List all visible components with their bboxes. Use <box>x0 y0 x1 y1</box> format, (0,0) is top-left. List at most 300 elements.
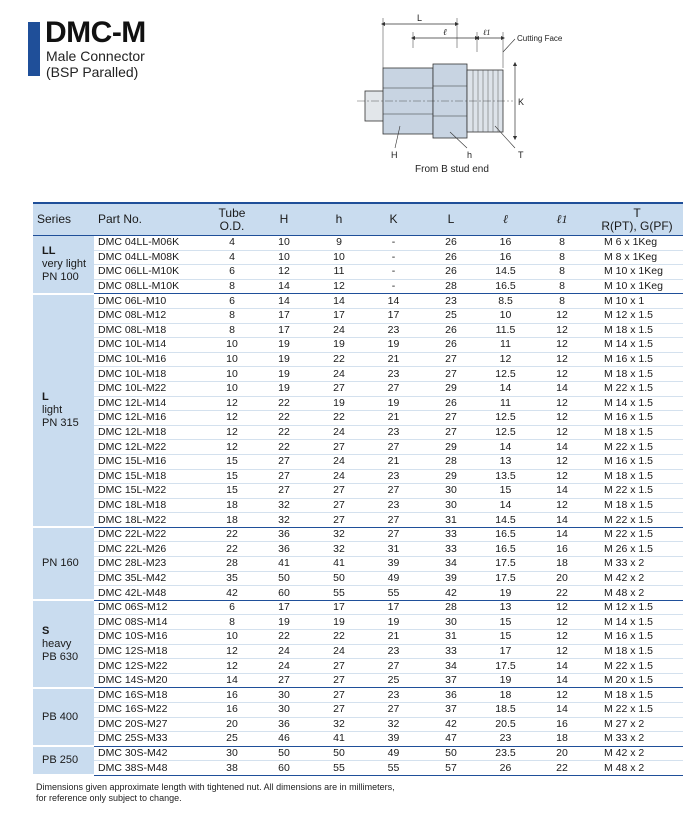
cell-H: 30 <box>253 703 315 718</box>
cell-part-no: DMC 12L-M18 <box>94 425 211 440</box>
cell-L: 33 <box>424 644 478 659</box>
cell-K: - <box>363 265 424 280</box>
cell-L: 26 <box>424 250 478 265</box>
cell-L: 34 <box>424 659 478 674</box>
series-line1: LL <box>42 244 56 257</box>
series-line3: PB 630 <box>42 650 79 663</box>
cell-h: 27 <box>315 688 363 703</box>
cell-tube-od: 12 <box>211 659 253 674</box>
cell-part-no: DMC 42L-M48 <box>94 586 211 601</box>
cell-part-no: DMC 16S-M18 <box>94 688 211 703</box>
table-row <box>33 615 683 630</box>
cell-H: 10 <box>253 236 315 251</box>
cell-K: 27 <box>363 440 424 455</box>
cell-l: 13 <box>478 454 533 469</box>
cell-tube-od: 10 <box>211 352 253 367</box>
cell-T: M 10 x 1 <box>591 294 683 309</box>
cell-h: 19 <box>315 396 363 411</box>
cell-tube-od: 10 <box>211 367 253 382</box>
dim-T-label: T <box>518 150 524 160</box>
cell-K: 17 <box>363 600 424 615</box>
cell-H: 60 <box>253 761 315 776</box>
series-cell <box>33 236 94 294</box>
cell-tube-od: 10 <box>211 630 253 645</box>
cell-K: 21 <box>363 630 424 645</box>
cell-h: 55 <box>315 761 363 776</box>
cell-L: 26 <box>424 396 478 411</box>
cell-H: 36 <box>253 542 315 557</box>
cell-l: 11 <box>478 338 533 353</box>
table-row <box>33 513 683 528</box>
subtitle-line-1: Male Connector <box>46 48 145 64</box>
cell-part-no: DMC 30S-M42 <box>94 746 211 761</box>
cell-h: 32 <box>315 542 363 557</box>
cell-h: 19 <box>315 338 363 353</box>
cell-T: M 22 x 1.5 <box>591 527 683 542</box>
cell-L: 39 <box>424 571 478 586</box>
table-row <box>33 644 683 659</box>
dim-l-label: ℓ <box>443 27 447 37</box>
cell-part-no: DMC 04LL-M06K <box>94 236 211 251</box>
cell-h: 27 <box>315 703 363 718</box>
cell-L: 31 <box>424 513 478 528</box>
cell-h: 50 <box>315 746 363 761</box>
cell-part-no: DMC 25S-M33 <box>94 732 211 747</box>
cell-l: 11 <box>478 396 533 411</box>
cell-K: - <box>363 250 424 265</box>
table-row <box>33 630 683 645</box>
cell-L: 33 <box>424 527 478 542</box>
table-row <box>33 659 683 674</box>
cell-K: 27 <box>363 484 424 499</box>
cell-l1: 14 <box>533 513 591 528</box>
cell-H: 27 <box>253 484 315 499</box>
cell-H: 17 <box>253 308 315 323</box>
cell-L: 50 <box>424 746 478 761</box>
cell-T: M 16 x 1.5 <box>591 630 683 645</box>
cell-part-no: DMC 10S-M16 <box>94 630 211 645</box>
table-row <box>33 746 683 761</box>
table-row <box>33 381 683 396</box>
cell-L: 27 <box>424 352 478 367</box>
cell-l1: 8 <box>533 265 591 280</box>
series-cell <box>33 688 94 746</box>
cell-T: M 10 x 1Keg <box>591 265 683 280</box>
dim-h-label: h <box>467 150 473 160</box>
cell-h: 24 <box>315 644 363 659</box>
cell-h: 27 <box>315 673 363 688</box>
cell-l1: 12 <box>533 615 591 630</box>
cell-H: 19 <box>253 352 315 367</box>
table-row <box>33 279 683 294</box>
cell-T: M 12 x 1.5 <box>591 308 683 323</box>
series-line2: light <box>42 404 63 417</box>
cell-H: 27 <box>253 673 315 688</box>
cell-h: 41 <box>315 732 363 747</box>
cell-K: 21 <box>363 411 424 426</box>
cell-l1: 18 <box>533 557 591 572</box>
cell-K: 23 <box>363 367 424 382</box>
cell-h: 24 <box>315 425 363 440</box>
cell-l: 19 <box>478 586 533 601</box>
table-row <box>33 761 683 776</box>
table-row <box>33 338 683 353</box>
cell-l1: 14 <box>533 703 591 718</box>
cell-h: 27 <box>315 440 363 455</box>
cell-part-no: DMC 10L-M16 <box>94 352 211 367</box>
cell-L: 26 <box>424 338 478 353</box>
cell-K: 27 <box>363 527 424 542</box>
cell-tube-od: 16 <box>211 703 253 718</box>
col-h: h <box>315 203 363 236</box>
cell-H: 17 <box>253 323 315 338</box>
cell-T: M 48 x 2 <box>591 586 683 601</box>
cell-part-no: DMC 12L-M16 <box>94 411 211 426</box>
cell-H: 24 <box>253 659 315 674</box>
cell-H: 19 <box>253 367 315 382</box>
cell-H: 50 <box>253 746 315 761</box>
cell-tube-od: 12 <box>211 411 253 426</box>
cell-T: M 22 x 1.5 <box>591 659 683 674</box>
cell-l1: 12 <box>533 367 591 382</box>
cell-part-no: DMC 08L-M12 <box>94 308 211 323</box>
cell-H: 60 <box>253 586 315 601</box>
cell-part-no: DMC 12S-M18 <box>94 644 211 659</box>
cell-l: 17 <box>478 644 533 659</box>
cell-H: 10 <box>253 250 315 265</box>
cell-l1: 20 <box>533 571 591 586</box>
cell-H: 50 <box>253 571 315 586</box>
cell-tube-od: 35 <box>211 571 253 586</box>
cell-h: 32 <box>315 527 363 542</box>
cell-part-no: DMC 16S-M22 <box>94 703 211 718</box>
cell-h: 22 <box>315 630 363 645</box>
cell-part-no: DMC 10L-M22 <box>94 381 211 396</box>
cell-part-no: DMC 10L-M18 <box>94 367 211 382</box>
cell-K: 23 <box>363 644 424 659</box>
cell-h: 55 <box>315 586 363 601</box>
col-l1: ℓ1 <box>533 203 591 236</box>
cell-l1: 16 <box>533 717 591 732</box>
cell-h: 14 <box>315 294 363 309</box>
cell-l: 14 <box>478 440 533 455</box>
cell-l: 14.5 <box>478 513 533 528</box>
cell-H: 22 <box>253 440 315 455</box>
cell-part-no: DMC 15L-M16 <box>94 454 211 469</box>
cell-l: 12.5 <box>478 367 533 382</box>
cell-tube-od: 20 <box>211 717 253 732</box>
cell-l1: 14 <box>533 673 591 688</box>
cell-H: 36 <box>253 717 315 732</box>
footnotes <box>36 782 395 804</box>
cell-K: 19 <box>363 615 424 630</box>
cell-T: M 14 x 1.5 <box>591 396 683 411</box>
table-row <box>33 323 683 338</box>
series-line2: PN 160 <box>42 557 79 570</box>
cell-K: 27 <box>363 381 424 396</box>
cell-h: 41 <box>315 557 363 572</box>
subtitle-line-2: (BSP Paralled) <box>46 64 139 80</box>
cell-part-no: DMC 35L-M42 <box>94 571 211 586</box>
cell-l: 15 <box>478 484 533 499</box>
cell-h: 27 <box>315 513 363 528</box>
cell-tube-od: 6 <box>211 600 253 615</box>
cell-L: 28 <box>424 600 478 615</box>
cell-l1: 12 <box>533 338 591 353</box>
cell-h: 24 <box>315 454 363 469</box>
cell-h: 27 <box>315 381 363 396</box>
cell-l: 12.5 <box>478 425 533 440</box>
cell-L: 33 <box>424 542 478 557</box>
cell-T: M 26 x 1.5 <box>591 542 683 557</box>
cell-H: 24 <box>253 644 315 659</box>
cell-part-no: DMC 12S-M22 <box>94 659 211 674</box>
cell-l: 26 <box>478 761 533 776</box>
cell-K: 39 <box>363 557 424 572</box>
cell-l1: 12 <box>533 644 591 659</box>
cell-l: 12.5 <box>478 411 533 426</box>
cell-T: M 22 x 1.5 <box>591 513 683 528</box>
cell-K: 23 <box>363 469 424 484</box>
spec-table-body <box>33 236 683 776</box>
cell-part-no: DMC 08L-M18 <box>94 323 211 338</box>
cell-T: M 10 x 1Keg <box>591 279 683 294</box>
cell-l: 10 <box>478 308 533 323</box>
series-line3: PN 100 <box>42 270 79 283</box>
cell-K: 19 <box>363 396 424 411</box>
cell-H: 36 <box>253 527 315 542</box>
cell-l1: 14 <box>533 440 591 455</box>
cell-h: 12 <box>315 279 363 294</box>
table-row <box>33 425 683 440</box>
table-row <box>33 250 683 265</box>
cell-H: 32 <box>253 513 315 528</box>
cell-tube-od: 16 <box>211 688 253 703</box>
cell-l1: 12 <box>533 308 591 323</box>
cell-tube-od: 10 <box>211 338 253 353</box>
cell-tube-od: 12 <box>211 396 253 411</box>
col-T: T R(PT), G(PF) <box>591 203 683 236</box>
cell-T: M 14 x 1.5 <box>591 615 683 630</box>
cell-T: M 18 x 1.5 <box>591 367 683 382</box>
cell-h: 19 <box>315 615 363 630</box>
cell-K: 49 <box>363 571 424 586</box>
table-row <box>33 527 683 542</box>
cell-K: 14 <box>363 294 424 309</box>
cell-tube-od: 22 <box>211 527 253 542</box>
cell-l: 13 <box>478 600 533 615</box>
cell-part-no: DMC 04LL-M08K <box>94 250 211 265</box>
cell-l: 11.5 <box>478 323 533 338</box>
cell-l: 15 <box>478 615 533 630</box>
cell-part-no: DMC 18L-M22 <box>94 513 211 528</box>
cell-T: M 33 x 2 <box>591 732 683 747</box>
cell-part-no: DMC 08S-M14 <box>94 615 211 630</box>
cell-tube-od: 6 <box>211 294 253 309</box>
cell-l1: 14 <box>533 659 591 674</box>
cell-part-no: DMC 38S-M48 <box>94 761 211 776</box>
cell-T: M 12 x 1.5 <box>591 600 683 615</box>
cell-L: 42 <box>424 586 478 601</box>
cell-l: 16 <box>478 236 533 251</box>
cell-tube-od: 15 <box>211 484 253 499</box>
cell-l: 18 <box>478 688 533 703</box>
table-row <box>33 586 683 601</box>
page-subtitle <box>46 48 145 80</box>
cell-T: M 42 x 2 <box>591 571 683 586</box>
spec-table <box>33 202 683 776</box>
cell-T: M 33 x 2 <box>591 557 683 572</box>
cell-l: 17.5 <box>478 659 533 674</box>
cell-l: 17.5 <box>478 557 533 572</box>
cell-T: M 18 x 1.5 <box>591 425 683 440</box>
table-row <box>33 352 683 367</box>
cell-part-no: DMC 06S-M12 <box>94 600 211 615</box>
cell-tube-od: 6 <box>211 265 253 280</box>
cell-T: M 18 x 1.5 <box>591 469 683 484</box>
cell-L: 30 <box>424 484 478 499</box>
cell-tube-od: 22 <box>211 542 253 557</box>
cell-H: 19 <box>253 338 315 353</box>
cell-L: 57 <box>424 761 478 776</box>
cell-h: 11 <box>315 265 363 280</box>
series-line2: very light <box>42 257 87 270</box>
cell-h: 24 <box>315 469 363 484</box>
cell-l1: 8 <box>533 294 591 309</box>
cell-l1: 12 <box>533 498 591 513</box>
cell-H: 46 <box>253 732 315 747</box>
cell-K: 32 <box>363 717 424 732</box>
cell-K: 55 <box>363 761 424 776</box>
cell-L: 28 <box>424 454 478 469</box>
cell-T: M 14 x 1.5 <box>591 338 683 353</box>
series-line2: PB 250 <box>42 754 79 767</box>
cell-l1: 12 <box>533 396 591 411</box>
cell-T: M 22 x 1.5 <box>591 381 683 396</box>
cell-H: 14 <box>253 279 315 294</box>
cell-tube-od: 15 <box>211 469 253 484</box>
cell-l: 18.5 <box>478 703 533 718</box>
cell-l1: 18 <box>533 732 591 747</box>
cell-tube-od: 8 <box>211 279 253 294</box>
cell-tube-od: 25 <box>211 732 253 747</box>
cell-T: M 18 x 1.5 <box>591 498 683 513</box>
cell-L: 29 <box>424 381 478 396</box>
series-line1: S <box>42 624 50 637</box>
table-row <box>33 411 683 426</box>
cell-l1: 14 <box>533 381 591 396</box>
cell-tube-od: 4 <box>211 250 253 265</box>
cell-T: M 22 x 1.5 <box>591 484 683 499</box>
table-row <box>33 542 683 557</box>
dim-L-label: L <box>417 13 423 23</box>
cell-l: 16 <box>478 250 533 265</box>
cell-T: M 22 x 1.5 <box>591 703 683 718</box>
cell-L: 30 <box>424 615 478 630</box>
cell-K: 25 <box>363 673 424 688</box>
cell-l1: 12 <box>533 352 591 367</box>
cell-K: 23 <box>363 425 424 440</box>
cell-tube-od: 12 <box>211 425 253 440</box>
cell-K: 27 <box>363 703 424 718</box>
cell-L: 29 <box>424 440 478 455</box>
cell-H: 22 <box>253 396 315 411</box>
cell-L: 30 <box>424 498 478 513</box>
cell-L: 31 <box>424 630 478 645</box>
cell-K: 21 <box>363 454 424 469</box>
cell-K: 19 <box>363 338 424 353</box>
table-row <box>33 469 683 484</box>
cell-part-no: DMC 10L-M14 <box>94 338 211 353</box>
cell-L: 23 <box>424 294 478 309</box>
cell-K: 21 <box>363 352 424 367</box>
table-row <box>33 557 683 572</box>
table-row <box>33 732 683 747</box>
dim-K-label: K <box>518 97 525 107</box>
cell-l1: 14 <box>533 484 591 499</box>
cell-K: 23 <box>363 688 424 703</box>
cell-part-no: DMC 08LL-M10K <box>94 279 211 294</box>
cell-part-no: DMC 20S-M27 <box>94 717 211 732</box>
table-row <box>33 396 683 411</box>
cell-K: 39 <box>363 732 424 747</box>
cell-H: 22 <box>253 630 315 645</box>
cell-l: 12 <box>478 352 533 367</box>
cell-l: 8.5 <box>478 294 533 309</box>
cell-part-no: DMC 06LL-M10K <box>94 265 211 280</box>
cell-l1: 16 <box>533 542 591 557</box>
cell-T: M 48 x 2 <box>591 761 683 776</box>
cell-tube-od: 30 <box>211 746 253 761</box>
cell-l1: 12 <box>533 411 591 426</box>
cell-h: 27 <box>315 484 363 499</box>
col-H: H <box>253 203 315 236</box>
cell-L: 27 <box>424 367 478 382</box>
cell-K: 23 <box>363 498 424 513</box>
col-part-no: Part No. <box>94 203 211 236</box>
table-header-row <box>33 203 683 236</box>
cell-H: 32 <box>253 498 315 513</box>
cell-L: 27 <box>424 425 478 440</box>
cell-tube-od: 12 <box>211 440 253 455</box>
cell-K: 17 <box>363 308 424 323</box>
cell-l: 15 <box>478 630 533 645</box>
cell-l1: 22 <box>533 586 591 601</box>
cell-T: M 16 x 1.5 <box>591 411 683 426</box>
cell-L: 36 <box>424 688 478 703</box>
col-tube-od: Tube O.D. <box>211 203 253 236</box>
cell-tube-od: 8 <box>211 615 253 630</box>
cell-part-no: DMC 22L-M22 <box>94 527 211 542</box>
table-row <box>33 688 683 703</box>
cell-tube-od: 18 <box>211 513 253 528</box>
cell-L: 42 <box>424 717 478 732</box>
cell-H: 19 <box>253 615 315 630</box>
cell-tube-od: 10 <box>211 381 253 396</box>
table-row <box>33 236 683 251</box>
cell-L: 27 <box>424 411 478 426</box>
cell-L: 37 <box>424 703 478 718</box>
series-cell <box>33 746 94 775</box>
table-row <box>33 703 683 718</box>
cell-K: 55 <box>363 586 424 601</box>
col-l: ℓ <box>478 203 533 236</box>
cell-L: 25 <box>424 308 478 323</box>
table-row <box>33 484 683 499</box>
cell-l: 20.5 <box>478 717 533 732</box>
col-K: K <box>363 203 424 236</box>
cell-l1: 12 <box>533 600 591 615</box>
